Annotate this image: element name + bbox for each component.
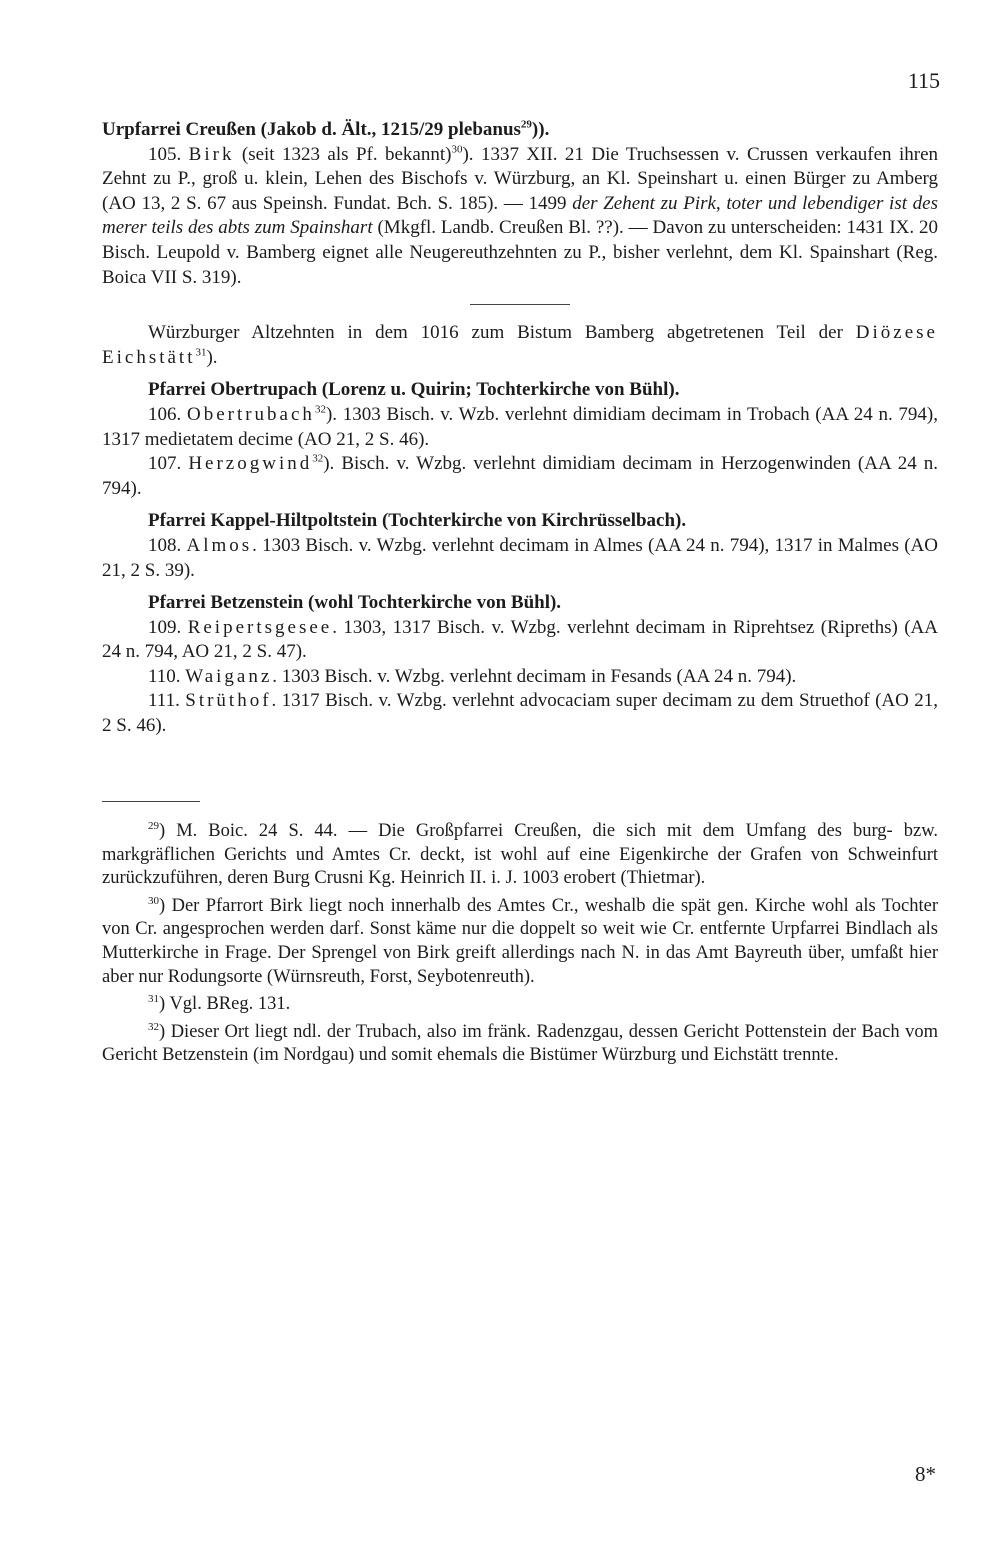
place-name: Almos [186,534,253,556]
footnote-29: $^{29}$) M. Boic. 24 S. 44. — Die Großpfarrei Creußen, die sich mit dem Umfang des burg- bzw. markgräflichen Gerichts und Amtes Cr. deckt, ist wohl auf eine Eigenkirche der Grafen von Schweinfurt zurückzuführen, deren Burg Crusni Kg. Heinrich II. i. J. 1003 erobert (Thietmar). [102,819,938,889]
parish-heading-creussen: Urpfarrei Creußen (Jakob d. Ält., 1215/29 plebanus$^{29}$)). [102,118,550,140]
entry-111: 111. Strüthof. 1317 Bisch. v. Wzbg. verlehnt advocaciam super decimam zu dem Struethof (AO 21, 2 S. 46). [102,690,938,737]
footnote-31: $^{31}$) Vgl. BReg. 131. [148,993,291,1015]
entry-106: 106. Obertrubach$^{32}$). 1303 Bisch. v. Wzb. verlehnt dimidiam decimam in Trobach (AA 24 n. 794), 1317 medietatem decime (AO 21, 2 S. 46). [102,403,938,450]
place-name: Strüthof [185,690,272,712]
section-divider [470,304,570,305]
entry-105: 105. Birk (seit 1323 als Pf. bekannt)$^{30}$). 1337 XII. 21 Die Truchsessen v. Crussen verkaufen ihren Zehnt zu P., groß u. klein, Lehen des Bischofs v. Würzburg, an Kl. Speinshart u. einen Bürger zu Amberg (AO 13, 2 S. 67 aus Speinsh. Fundat. Bch. S. 185). — 1499 der Zehent zu Pirk, toter und lebendiger ist des merer teils des abts zum Spainshart (Mkgfl. Landb. Creußen Bl. ??). — Davon zu unterscheiden: 1431 IX. 20 Bisch. Leupold v. Bamberg eignet alle Neugereuthzehnten zu P., bisher verlehnt, dem Kl. Spainshart (Reg. Boica VII S. 319). [102,143,939,288]
place-name: Diözese Eichstätt [102,322,938,368]
place-name: Obertrubach [186,403,315,425]
place-name: Herzogwind [188,453,313,475]
place-name: Waiganz [185,665,273,687]
parish-heading-betzenstein: Pfarrei Betzenstein (wohl Tochterkirche von Bühl). [148,592,562,614]
entry-109: 109. Reipertsgesee. 1303, 1317 Bisch. v. Wzbg. verlehnt decimam in Riprehtsez (Ripreths) (AA 24 n. 794, AO 21, 2 S. 47). [102,616,939,663]
footnotes [102,820,938,1068]
entry-110: 110. Waiganz. 1303 Bisch. v. Wzbg. verlehnt decimam in Fesands (AA 24 n. 794). [148,665,797,687]
place-name: Birk [188,143,235,165]
footnote-32: $^{32}$) Dieser Ort liegt ndl. der Trubach, also im fränk. Radenzgau, dessen Gericht Pottenstein der Bach vom Gericht Betzenstein (im Nordgau) und somit ehemals die Bistümer Würzburg und Eichstätt trennte. [102,1020,938,1066]
footnote-30: $^{30}$) Der Pfarrort Birk liegt noch innerhalb des Amtes Cr., weshalb die spät gen. Kirche wohl als Tochter von Cr. angesprochen werden darf. Sonst käme nur die doppelt so weit wie Cr. entfernte Urpfarrei Bindlach als Mutterkirche in Frage. Der Sprengel von Birk greift allerdings nach N. in das Amt Bayreuth über, umfaßt hier aber nur Rodungsorte (Würnsreuth, Forst, Seybotenreuth). [102,894,938,987]
page-number: 115 [907,68,940,93]
entry-108: 108. Almos. 1303 Bisch. v. Wzbg. verlehnt decimam in Almes (AA 24 n. 794), 1317 in Malmes (AO 21, 2 S. 39). [102,534,938,581]
place-name: Reipertsgesee [187,616,333,638]
signature-mark: 8* [915,1462,936,1486]
footnote-divider [102,801,200,802]
section-intro: Würzburger Altzehnten in dem 1016 zum Bistum Bamberg abgetretenen Teil der Diözese Eichstätt$^{31}$). [102,322,938,368]
quote-italic: der Zehent zu Pirk, toter und lebendiger ist des merer teils des abts zum Spainshart [102,192,938,239]
parish-heading-kappel: Pfarrei Kappel-Hiltpoltstein (Tochterkirche von Kirchrüsselbach). [148,510,687,532]
main-text [102,118,938,739]
entry-107: 107. Herzogwind$^{32}$). Bisch. v. Wzbg. verlehnt dimidiam decimam in Herzogenwinden (AA 24 n. 794). [102,452,939,499]
parish-heading-obertrupach: Pfarrei Obertrupach (Lorenz u. Quirin; Tochterkirche von Bühl). [148,379,680,401]
